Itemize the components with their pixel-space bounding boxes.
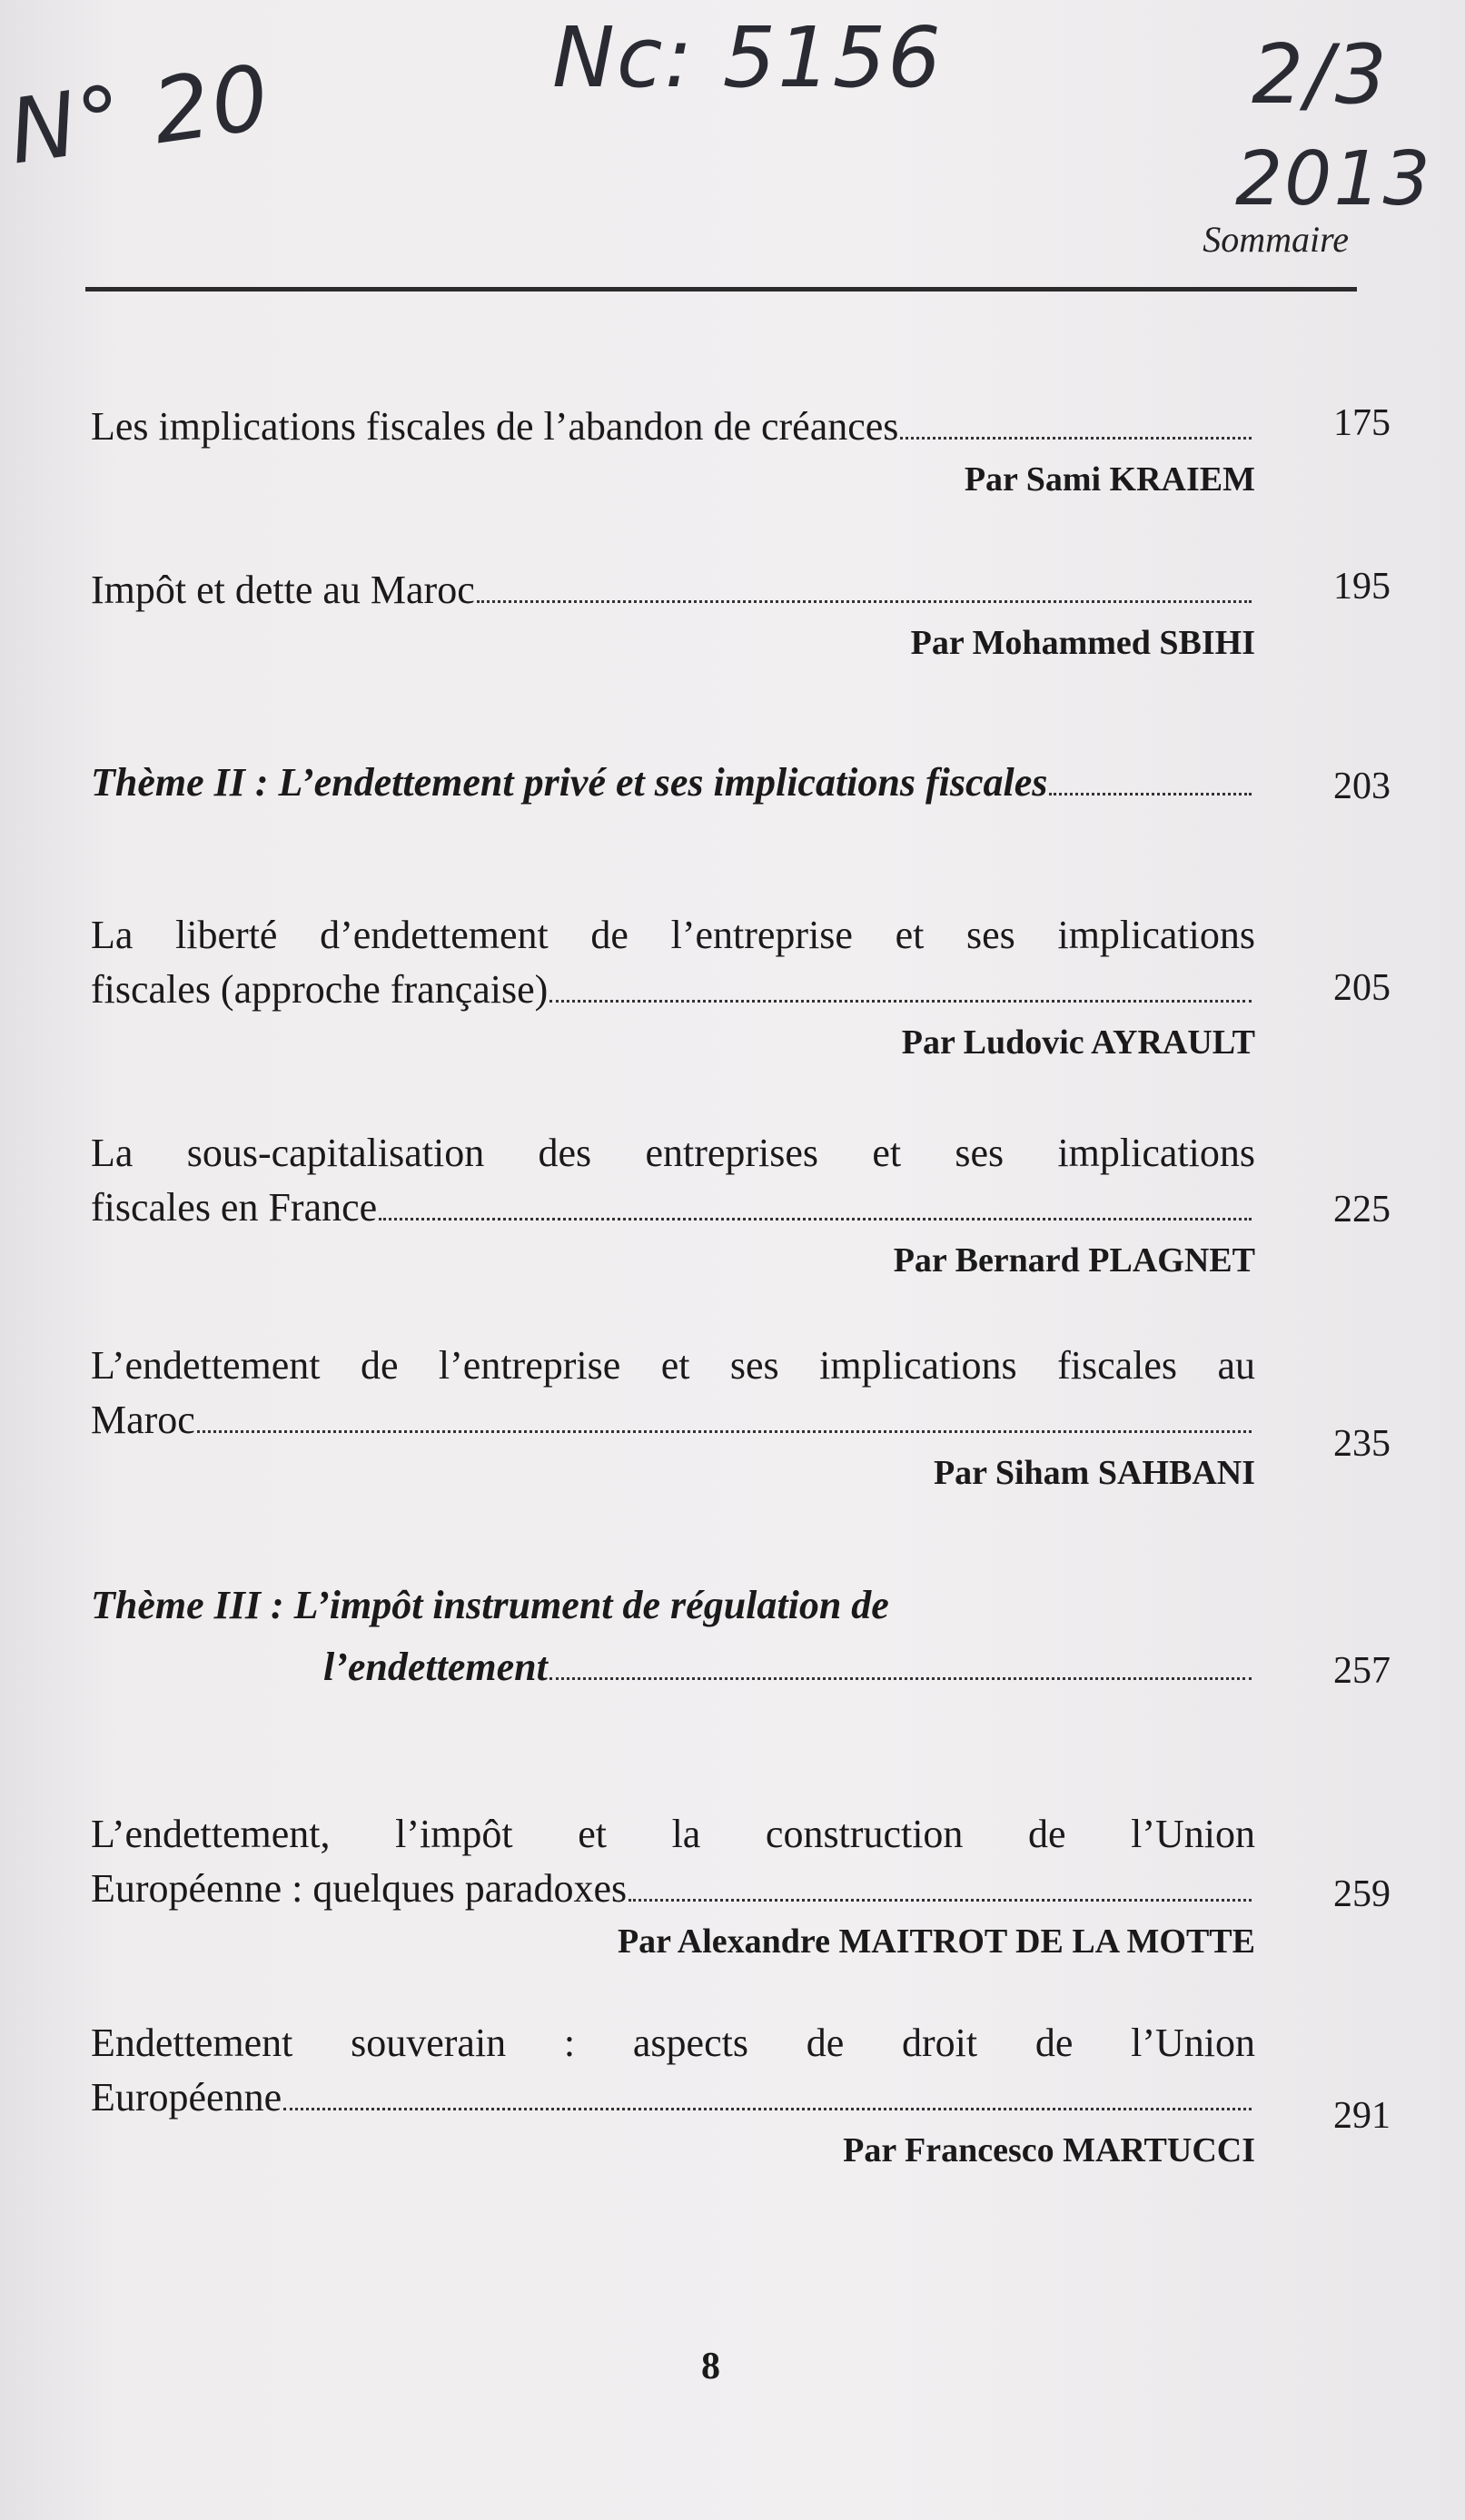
toc-author: Par Francesco MARTUCCI [843, 2131, 1255, 2169]
leader-dots [1049, 792, 1252, 796]
toc-entry [91, 1807, 1399, 1967]
toc-entry-line [91, 400, 1255, 454]
toc-theme-title: Thème II : L’endettement privé et ses implications fiscales [91, 760, 1048, 805]
toc-page-number: 235 [1333, 1423, 1391, 1465]
toc-page-number: 257 [1333, 1650, 1391, 1692]
handwritten-number-note: N° 20 [3, 45, 277, 185]
toc-author: Par Mohammed SBIHI [910, 624, 1255, 662]
handwritten-year-note: 2013 [1235, 136, 1432, 222]
toc-entry-title: Impôt et dette au Maroc [91, 568, 475, 612]
toc-entry-line [91, 2070, 1255, 2125]
toc-author: Par Ludovic AYRAULT [901, 1023, 1255, 1062]
toc-entry [91, 1339, 1399, 1498]
toc-page-number: 291 [1333, 2095, 1391, 2137]
leader-dots [197, 1429, 1252, 1433]
toc-entry-title-line1: La liberté d’endettement de l’entreprise et ses implications [91, 913, 1255, 957]
header-rule [85, 287, 1357, 292]
toc-page-number: 195 [1333, 566, 1391, 608]
toc-page-number: 175 [1333, 402, 1391, 444]
toc-entry [91, 400, 1399, 505]
toc-entry-line [91, 563, 1255, 618]
toc-author: Par Siham SAHBANI [933, 1454, 1255, 1492]
toc-entry-line [91, 1862, 1255, 1916]
toc-entry [91, 563, 1399, 668]
toc-entry [91, 908, 1399, 1068]
toc-entry-title-line1: L’endettement de l’entreprise et ses implications fiscales au [91, 1343, 1255, 1388]
toc-entry-title-line1: La sous-capitalisation des entreprises et ses implications [91, 1131, 1255, 1175]
leader-dots [900, 436, 1252, 440]
toc-entry-title-line1: L’endettement, l’impôt et la construction de l’Union [91, 1812, 1255, 1856]
toc-author: Par Alexandre MAITROT DE LA MOTTE [617, 1922, 1255, 1961]
toc-entry [91, 2016, 1399, 2176]
toc-author: Par Bernard PLAGNET [893, 1241, 1255, 1280]
toc-theme-title-line2: l’endettement [323, 1645, 548, 1689]
toc-entry [91, 1126, 1399, 1286]
toc-entry-title-line2: fiscales (approche française) [91, 967, 549, 1012]
toc-theme-entry [91, 756, 1399, 810]
toc-page-number: 225 [1333, 1189, 1391, 1230]
handwritten-fraction-note: 2/3 [1252, 27, 1389, 123]
leader-dots [629, 1898, 1252, 1902]
toc-entry-line [91, 756, 1255, 810]
toc-entry-line [91, 1393, 1255, 1448]
toc-entry-title-line2: Maroc [91, 1398, 195, 1442]
toc-entry-title: Les implications fiscales de l’abandon de créances [91, 404, 899, 449]
toc-entry-title-line1: Endettement souverain : aspects de droit de l’Union [91, 2021, 1255, 2065]
toc-entry-title-line2: fiscales en France [91, 1185, 378, 1230]
toc-theme-entry [91, 1578, 1399, 1695]
leader-dots [283, 2107, 1252, 2110]
leader-dots [477, 599, 1252, 603]
running-head: Sommaire [1203, 219, 1349, 260]
toc-page-number: 205 [1333, 967, 1391, 1009]
toc-theme-title-line1: Thème III : L’impôt instrument de régulation de [91, 1583, 889, 1627]
toc-entry-line [91, 963, 1255, 1017]
leader-dots [549, 999, 1252, 1003]
toc-page-number: 203 [1333, 766, 1391, 807]
toc-entry-title-line2: Européenne [91, 2075, 282, 2120]
leader-dots [379, 1217, 1252, 1220]
toc-entry-title-line2: Européenne : quelques paradoxes [91, 1866, 628, 1911]
toc-entry-line [91, 1181, 1255, 1235]
toc-page-number: 259 [1333, 1873, 1391, 1915]
toc-entry-line [91, 1640, 1255, 1695]
page-folio: 8 [701, 2346, 720, 2387]
handwritten-nc-note: Nc: 5156 [552, 9, 943, 106]
leader-dots [549, 1676, 1252, 1680]
toc-author: Par Sami KRAIEM [964, 460, 1255, 499]
